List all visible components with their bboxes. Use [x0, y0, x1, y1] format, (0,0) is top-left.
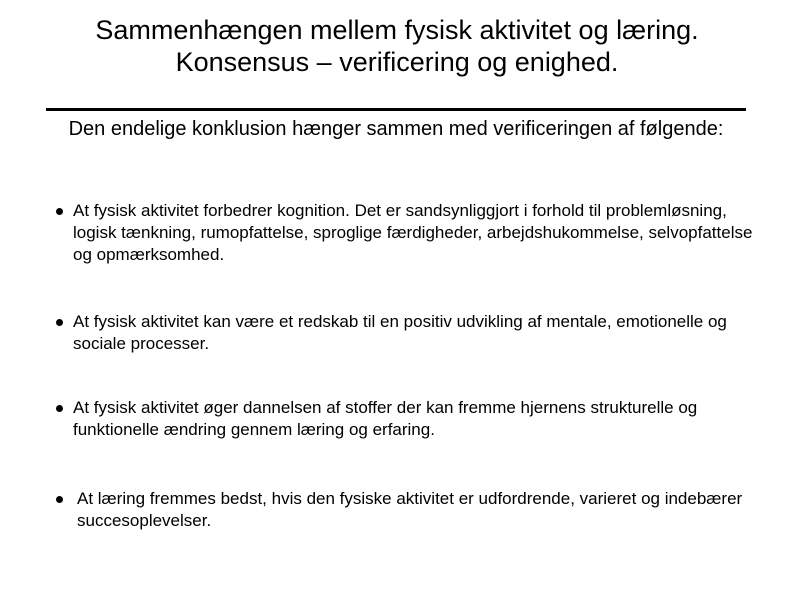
slide-title	[20, 14, 774, 78]
bullet-item-cognition	[73, 200, 753, 266]
bullet-dot-icon	[56, 496, 63, 503]
bullet-dot-icon	[56, 208, 63, 215]
bullet-item-brain-substances	[73, 397, 753, 441]
title-divider	[46, 108, 746, 111]
bullet-dot-icon	[56, 319, 63, 326]
bullet-text: At fysisk aktivitet øger dannelsen af stoffer der kan fremme hjernens strukturelle og funktionelle ændring gennem læring og erfaring.	[73, 398, 698, 439]
slide-title-line-2: Konsensus – verificering og enighed.	[175, 47, 619, 77]
slide-title-line-1: Sammenhængen mellem fysisk aktivitet og læring.	[95, 15, 699, 45]
bullet-dot-icon	[56, 405, 63, 412]
bullet-text: At fysisk aktivitet forbedrer kognition. Det er sandsynliggjort i forhold til problemløsning, logisk tænkning, rumopfattelse, sproglige færdigheder, arbejdshukommelse, selvopfattelse og opmærksomhed.	[73, 201, 753, 264]
bullet-item-mental-development	[73, 311, 753, 355]
slide-subtitle: Den endelige konklusion hænger sammen med verificeringen af følgende:	[68, 118, 724, 140]
bullet-text: At fysisk aktivitet kan være et redskab til en positiv udvikling af mentale, emotionelle og sociale processer.	[73, 312, 727, 353]
bullet-item-learning-conditions	[77, 488, 747, 532]
bullet-text: At læring fremmes bedst, hvis den fysiske aktivitet er udfordrende, varieret og indebærer succesoplevelser.	[77, 489, 743, 530]
